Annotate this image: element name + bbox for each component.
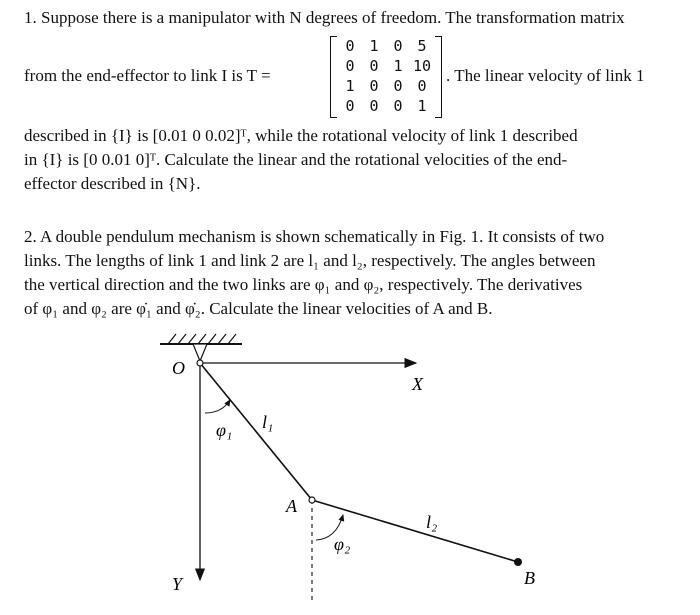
link-1-label: l₁ [262, 412, 274, 432]
matrix-cell-1-3: 10 [412, 57, 432, 75]
matrix-cell-0-2: 0 [393, 37, 403, 55]
p2-line-1: 2. A double pendulum mechanism is shown schematically in Fig. 1. It consists of two [24, 227, 605, 246]
matrix-cell-2-2: 0 [393, 77, 403, 95]
matrix-right-bracket [435, 36, 442, 118]
matrix-cell-3-0: 0 [345, 97, 355, 115]
p1-line-2-left: from the end-effector to link I is T = [24, 66, 271, 85]
end-point-b [514, 558, 522, 566]
matrix-cell-1-2: 1 [393, 57, 403, 75]
pivot-support [193, 344, 207, 361]
matrix-grid [338, 36, 434, 116]
p1-line-1: 1. Suppose there is a manipulator with N degrees of freedom. The transformation matrix [24, 8, 625, 27]
joint-a-label: A [286, 496, 297, 516]
end-point-b-label: B [524, 568, 535, 588]
matrix-cell-0-1: 1 [369, 37, 379, 55]
matrix-cell-0-3: 5 [417, 37, 427, 55]
origin-label: O [172, 358, 185, 378]
p1-line-5: effector described in {N}. [24, 174, 201, 193]
p1-line-2-right: . The linear velocity of link 1 [446, 66, 645, 85]
y-axis-label: Y [172, 574, 183, 594]
ground-support [160, 334, 242, 344]
matrix-cell-2-1: 0 [369, 77, 379, 95]
matrix-cell-3-1: 0 [369, 97, 379, 115]
p2-line-3: the vertical direction and the two links are φ₁ and φ₂, respectively. The derivatives [24, 275, 583, 294]
origin-joint [197, 360, 203, 366]
matrix-cell-3-2: 0 [393, 97, 403, 115]
p2-line-2: links. The lengths of link 1 and link 2 are l₁ and l₂, respectively. The angles between [24, 251, 596, 270]
p2-line-4: of φ₁ and φ₂ are φ̇₁ and φ̇₂. Calculate the linear velocities of A and B. [24, 299, 493, 318]
p1-line-3: described in {I} is [0.01 0 0.02]ᵀ, while the rotational velocity of link 1 described [24, 126, 578, 145]
angle-2-label: φ₂ [334, 534, 351, 554]
x-axis-label: X [412, 374, 423, 394]
joint-a [309, 497, 315, 503]
matrix-cell-1-0: 0 [345, 57, 355, 75]
transformation-matrix [330, 36, 442, 116]
matrix-cell-1-1: 0 [369, 57, 379, 75]
matrix-left-bracket [330, 36, 337, 118]
matrix-cell-2-3: 0 [417, 77, 427, 95]
angle-1-label: φ₁ [216, 420, 233, 440]
matrix-cell-0-0: 0 [345, 37, 355, 55]
angle-1-arc [205, 400, 230, 413]
link-2-label: l₂ [426, 512, 438, 532]
p1-line-4: in {I} is [0 0.01 0]ᵀ. Calculate the linear and the rotational velocities of the end- [24, 150, 568, 169]
matrix-cell-2-0: 1 [345, 77, 355, 95]
matrix-cell-3-3: 1 [417, 97, 427, 115]
double-pendulum-figure [150, 318, 570, 608]
